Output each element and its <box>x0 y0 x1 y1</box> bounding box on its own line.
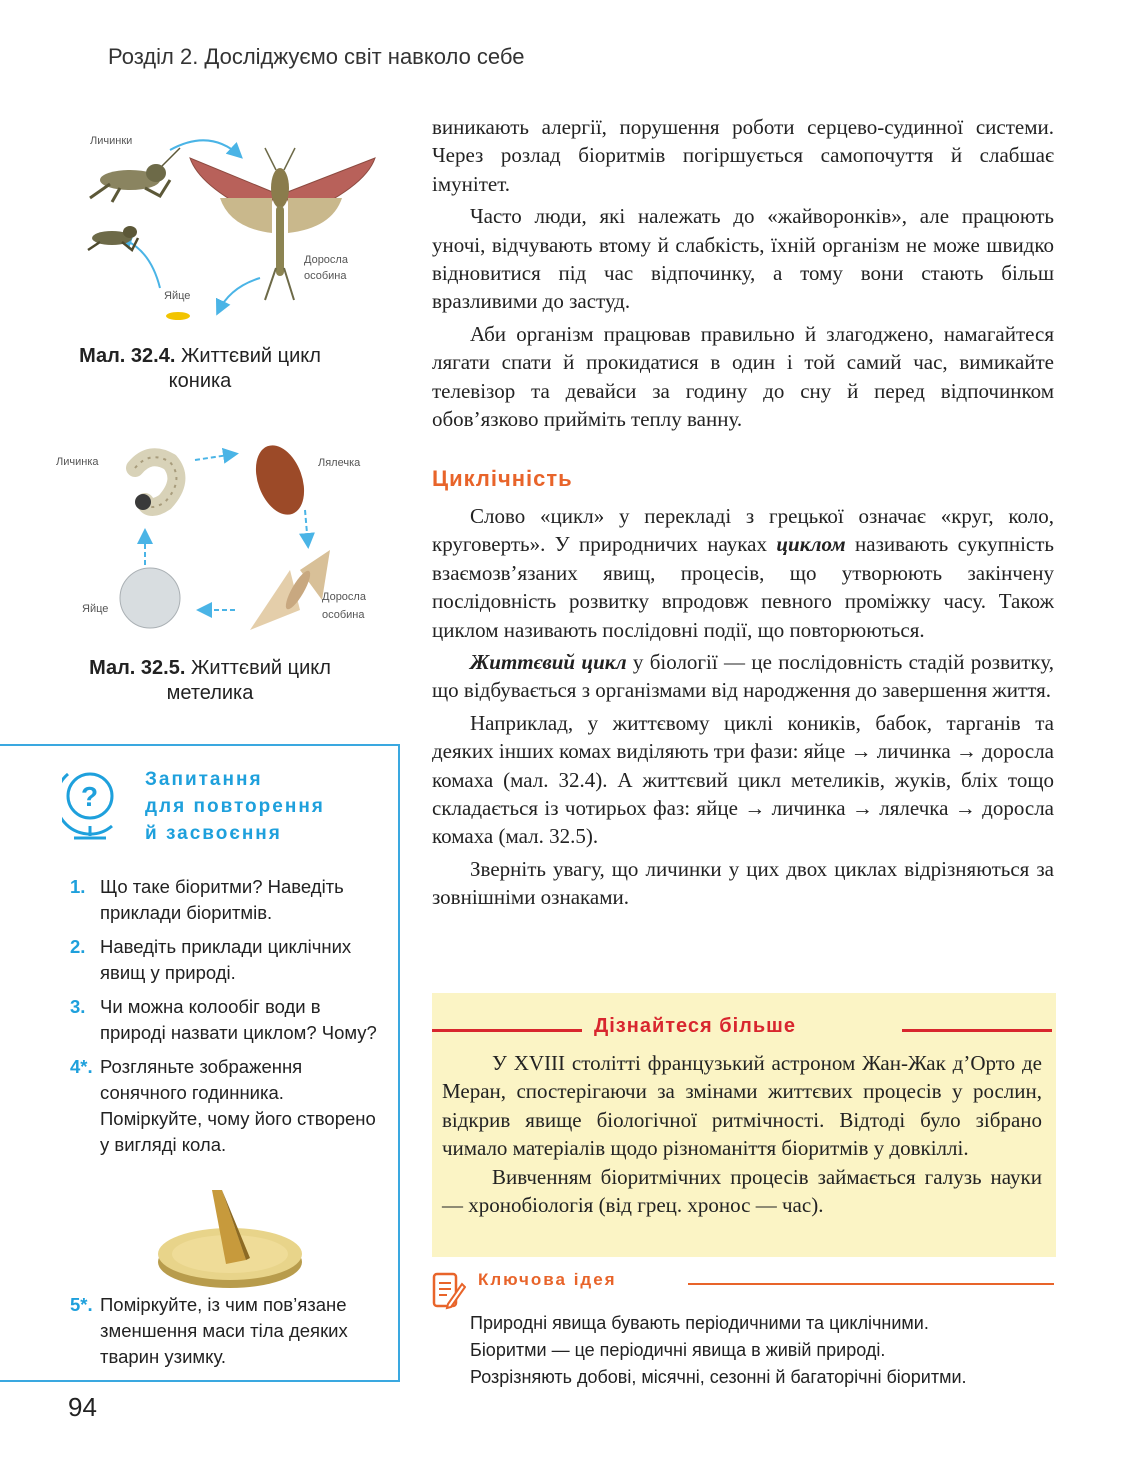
egg-icon <box>166 312 190 320</box>
fig1-label-adult-2: особина <box>304 270 347 282</box>
question-text: Розгляньте зображення сонячного годинника. Поміркуйте, чому його створено у вигляді кола. <box>100 1056 376 1155</box>
fig1-label-egg: Яйце <box>164 290 191 302</box>
fig2-caption-line2: метелика <box>166 682 254 704</box>
fig2-label-adult-2: особина <box>322 609 365 621</box>
adult-moth-icon <box>250 550 330 630</box>
title-rule-right <box>902 1029 1052 1032</box>
butterfly-life-cycle-figure <box>50 440 390 640</box>
fig2-label-larva: Личинка <box>56 456 99 468</box>
key-idea-rule <box>688 1283 1054 1285</box>
question-number: 4*. <box>70 1056 93 1077</box>
paragraph-6: Наприклад, у життєвому циклі коників, бабок, тарганів та деяких інших комах виділяють три фази: яйце → личинка → доросла комаха (мал. 32.4). А життєвий цикл метеликів, жуків, бліх тощо складається із чотирьох фаз: яйце → личинка → лялечка → доросла комаха (мал. 32.5). <box>432 710 1054 849</box>
fig1-caption-line2: коника <box>168 370 232 392</box>
question-item <box>70 994 380 1046</box>
question-number: 2. <box>70 936 86 957</box>
term-cycle: циклом <box>776 532 846 557</box>
cyclicity-text <box>432 502 1054 912</box>
key-idea-line-3: Розрізняють добові, місячні, сезонні й багаторічні біоритми. <box>470 1367 967 1387</box>
key-idea-title: Ключова ідея <box>478 1270 617 1289</box>
paragraph-1: виникають алергії, порушення роботи серцево-судинної системи. Через розлад біоритмів погіршується самопочуття й слабшає імунітет. <box>432 115 1054 196</box>
questions-title-line1: Запитання <box>145 769 263 790</box>
question-text: Поміркуйте, із чим пов’язане зменшення маси тіла деяких тварин узимку. <box>100 1294 348 1367</box>
grasshopper-nymph-icon <box>90 148 180 202</box>
adult-grasshopper-icon <box>190 148 375 300</box>
caterpillar-larva-icon <box>135 457 176 510</box>
running-header: Розділ 2. Досліджуємо світ навколо себе <box>108 44 525 69</box>
paragraph-3: Аби організм працював правильно й злагоджено, намагайтеся лягати спати й прокидатися в один і той самий час, вимикайте телевізор та девайси за годину до сну й перед відпочинком обов’язково прийміть теплу ванну. <box>432 321 1054 432</box>
key-idea-line-2: Біоритми — це періодичні явища в живій природі. <box>470 1340 886 1360</box>
paragraph-2: Часто люди, які належать до «жайворонків», але працюють уночі, відчувають втому й слабкість, їхній організм не може швидко відновитися під час відпочинку, а тому вони стають більш вразливими до застуд. <box>432 204 1054 314</box>
page-number: 94 <box>68 1392 97 1422</box>
fig2-caption-number: Мал. 32.5. <box>89 657 186 679</box>
learn-more-body <box>442 1049 1042 1219</box>
butterfly-egg-icon <box>120 568 180 628</box>
term-life-cycle: Життєвий цикл <box>470 650 627 675</box>
fig1-caption <box>55 344 345 394</box>
key-idea-body <box>470 1310 967 1391</box>
learn-more-title-row <box>432 1015 1056 1045</box>
questions-title-line3: й засвоєння <box>145 823 282 844</box>
main-text-column <box>432 113 1054 433</box>
fig1-label-larvae: Личинки <box>90 135 133 147</box>
paragraph-5-b: у біології — це послідовність стадій розвитку, що відбувається з організмами від народження до завершення життя. <box>432 650 1054 703</box>
questions-list-1-4 <box>70 874 380 1166</box>
question-number: 1. <box>70 876 86 897</box>
question-globe-icon <box>62 764 124 846</box>
notepad-pencil-icon <box>432 1270 466 1310</box>
key-idea-line-1: Природні явища бувають періодичними та циклічними. <box>470 1313 929 1333</box>
review-questions-box <box>0 744 400 1382</box>
key-idea-box <box>432 1266 1056 1396</box>
sundial-image <box>150 1180 310 1300</box>
fig1-caption-number: Мал. 32.4. <box>79 345 176 367</box>
paragraph-4-a: Слово «цикл» у перекладі з грецької означає «круг, коло, круговерть». У природничих науках <box>432 504 1054 557</box>
fig2-label-egg: Яйце <box>82 603 109 615</box>
question-number: 3. <box>70 996 86 1017</box>
svg-text:?: ? <box>81 781 99 812</box>
cyclicity-section <box>432 466 1054 492</box>
questions-title-line2: для повторення <box>145 796 325 817</box>
question-item <box>70 934 380 986</box>
paragraph-4 <box>432 502 1054 644</box>
learn-more-paragraph-1: У XVIII столітті французький астроном Жан-Жак д’Орто де Меран, спостерігаючи за змінами життєвих процесів у рослин, відкрив явище біологічної ритмічності. Відтоді було зібрано чимало матеріалів щодо різноманіття біоритмів у довкіллі. <box>442 1051 1042 1161</box>
question-text: Чи можна колообіг води в природі назвати циклом? Чому? <box>100 996 377 1043</box>
question-item <box>70 1054 380 1158</box>
questions-list-5 <box>70 1292 380 1378</box>
fig1-label-adult: Доросла <box>304 254 348 266</box>
questions-title <box>145 766 325 847</box>
title-rule-left <box>432 1029 582 1032</box>
fig2-caption-line1: Життєвий цикл <box>190 657 331 679</box>
grasshopper-life-cycle-figure <box>50 118 380 328</box>
learn-more-paragraph-2: Вивченням біоритмічних процесів займається галузь науки — хронобіологія (від грец. хронос — час). <box>442 1164 1042 1218</box>
learn-more-box <box>432 993 1056 1257</box>
grasshopper-small-nymph-icon <box>88 226 138 250</box>
paragraph-4-b: називають сукупність взаємозв’язаних явищ, процесів, що утворюють закінчену послідовність розвитку впродовж певного проміжку часу. Також циклом називають послідовні події, що повторюються. <box>432 532 1054 642</box>
learn-more-title: Дізнайтеся більше <box>594 1015 796 1037</box>
fig1-caption-line1: Життєвий цикл <box>180 345 321 367</box>
question-text: Що таке біоритми? Наведіть приклади біоритмів. <box>100 876 344 923</box>
question-number: 5*. <box>70 1294 93 1315</box>
paragraph-7: Зверніть увагу, що личинки у цих двох циклах відрізняються за зовнішніми ознаками. <box>432 856 1054 910</box>
section-title: Циклічність <box>432 466 573 491</box>
fig2-caption <box>55 656 365 706</box>
paragraph-5 <box>432 648 1054 705</box>
question-item <box>70 874 380 926</box>
fig2-label-pupa: Лялечка <box>318 457 361 469</box>
fig2-label-adult: Доросла <box>322 591 366 603</box>
pupa-icon <box>247 440 313 521</box>
question-text: Наведіть приклади циклічних явищ у природі. <box>100 936 352 983</box>
question-item <box>70 1292 380 1370</box>
